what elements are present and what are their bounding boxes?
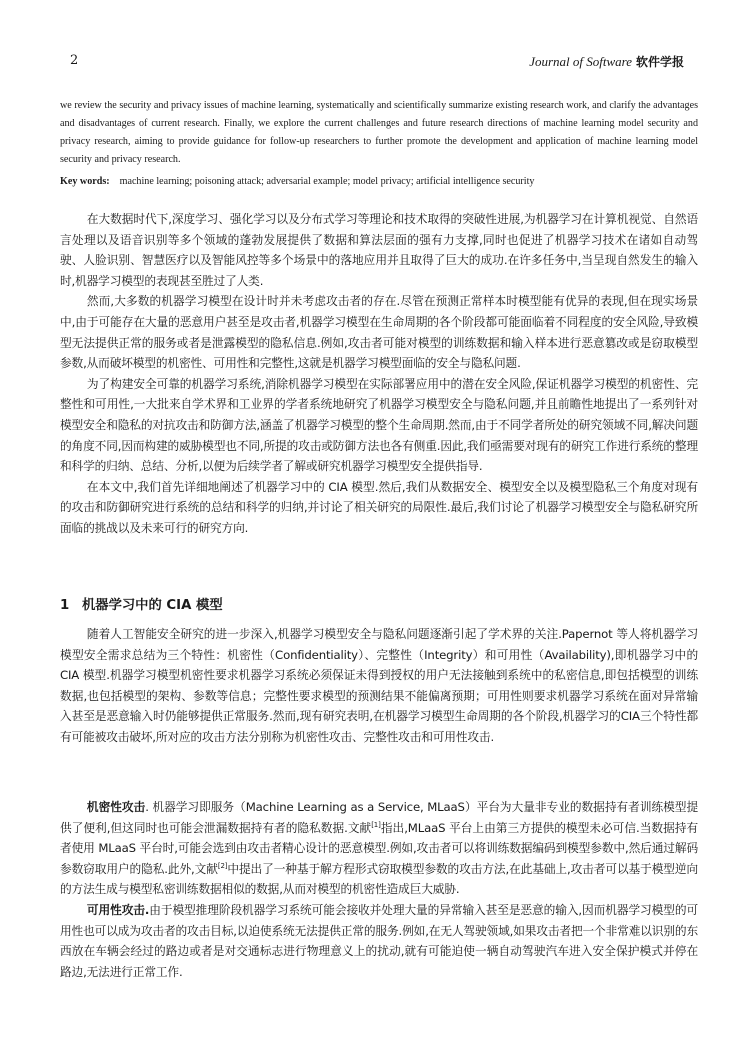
introduction <box>60 209 698 539</box>
intro-paragraph-4: 在本文中,我们首先详细地阐述了机器学习中的 CIA 模型.然后,我们从数据安全、模型安全以及模型隐私三个角度对现有的攻击和防御研究进行系统的总结和科学的归纳,并讨论了相关研究的局限性.最后,我们讨论了机器学习模型安全与隐私研究所面临的挑战以及未来可行的研究方向. <box>60 479 698 535</box>
keywords-line <box>60 173 698 191</box>
confidentiality-attack-section <box>60 797 698 900</box>
availability-paragraph <box>60 900 698 982</box>
keywords-label: Key words: <box>60 176 110 187</box>
journal-title-en: Journal of Software <box>529 54 632 69</box>
intro-paragraph-1: 在大数据时代下,深度学习、强化学习以及分布式学习等理论和技术取得的突破性进展,为机器学习在计算机视觉、自然语言处理以及语音识别等多个领域的蓬勃发展提供了数据和算法层面的强有力支撑,同时也促进了机器学习技术在诸如自动驾驶、人脸识别、智慧医疗以及智能风控等多个场景中的落地应用并且取得了巨大的成功.在许多任务中,当呈现自然发生的输入时,机器学习模型的表现甚至胜过了人类. <box>60 212 698 288</box>
availability-term: 可用性攻击. <box>86 903 150 917</box>
page-number: 2 <box>70 53 79 68</box>
intro-paragraph-3: 为了构建安全可靠的机器学习系统,消除机器学习模型在实际部署应用中的潜在安全风险,保证机器学习模型的机密性、完整性和可用性,一大批来自学术界和工业界的学者系统地研究了机器学习模型安全与隐私问题,并且前瞻性地提出了一系列针对模型安全和隐私的对抗攻击和防御方法,涵盖了机器学习模型的整个生命周期.然而,由于不同学者所处的研究领域不同,解决问题的角度不同,因而构建的威胁模型也不同,所提的攻击或防御方法也各有侧重.因此,我们亟需要对现有的研究工作进行系统的整理和科学的归纳、总结、分析,以便为后续学者了解或研究机器学习模型安全提供指导. <box>60 376 698 474</box>
availability-attack-section <box>60 900 698 982</box>
confidentiality-term: 机密性攻击 <box>86 800 146 814</box>
availability-text: 由于模型推理阶段机器学习系统可能会接收并处理大量的异常输入甚至是恶意的输入,因而机器学习模型的可用性也可以成为攻击者的攻击目标,以迫使系统无法提供正常的服务.例如,在无人驾驶领域,如果攻击者把一个非常难以识别的东西放在车辆会经过的路边或者是对交通标志进行物理意义上的扰动,就有可能迫使一辆自动驾驶汽车进入安全保护模式并停在路边,无法进行正常工作. <box>60 903 698 979</box>
abstract-text: we review the security and privacy issues of machine learning, systematically and scientifically summarize existing research work, and clarify the advantages and disadvantages of current research. Finally, we explore the current challenges and future research directions of machine learning model security and privacy research, aiming to provide guidance for follow-up researchers to further promote the development and application of machine learning model security and privacy research. <box>60 100 698 165</box>
section-heading <box>60 594 223 613</box>
page-header <box>70 53 684 73</box>
confidentiality-paragraph <box>60 797 698 900</box>
confidentiality-text-c: 中提出了一种基于解方程形式窃取模型参数的攻击方法,在此基础上,攻击者可以基于模型逆向的方法生成与模型私密训练数据相似的数据,从而对模型的机密性造成巨大威胁. <box>60 861 698 897</box>
reference-1[interactable]: [1] <box>371 820 381 829</box>
journal-title-cn: 软件学报 <box>635 55 684 69</box>
journal-title <box>529 53 684 70</box>
section-number: 1 <box>60 598 70 613</box>
confidentiality-text-b: 指出,MLaaS 平台上由第三方提供的模型未必可信.当数据持有者使用 MLaaS 平台时,可能会选到由攻击者精心设计的恶意模型.例如,攻击者可以将训练数据编码到模型参数中,然后通过解码参数窃取用户的隐私.此外,文献 <box>60 820 698 876</box>
confidentiality-text-a: . 机器学习即服务（Machine Learning as a Service, MLaaS）平台为大量非专业的数据持有者训练模型提供了便利,但这同时也可能会泄漏数据持有者的隐私数据.文献 <box>60 800 698 835</box>
section-title: 机器学习中的 CIA 模型 <box>82 598 223 613</box>
section-1-intro <box>60 624 698 748</box>
reference-2[interactable]: [2] <box>217 861 228 870</box>
section-1-paragraph: 随着人工智能安全研究的进一步深入,机器学习模型安全与隐私问题逐渐引起了学术界的关注.Papernot 等人将机器学习模型安全需求总结为三个特性：机密性（Confidentiality）、完整性（Integrity）和可用性（Availability),即机器学习中的 CIA 模型.机器学习模型机密性要求机器学习系统必须保证未得到授权的用户无法接触到系统中的私密信息,即包括模型的训练数据,也包括模型的架构、参数等信息；完整性要求模型的预测结果不能偏离预期；可用性则要求机器学习系统在面对异常输入甚至是恶意输入时仍能够提供正常服务.然而,现有研究表明,在机器学习模型生命周期的各个阶段,机器学习的CIA三个特性都有可能被攻击破坏,所对应的攻击方法分别称为机密性攻击、完整性攻击和可用性攻击. <box>60 627 698 744</box>
keywords-list: machine learning; poisoning attack; adversarial example; model privacy; artificial intelligence security <box>119 176 535 187</box>
intro-paragraph-2: 然而,大多数的机器学习模型在设计时并未考虑攻击者的存在.尽管在预测正常样本时模型能有优异的表现,但在现实场景中,由于可能存在大量的恶意用户甚至是攻击者,机器学习模型在生命周期的各个阶段都可能面临着不同程度的安全风险,导致模型无法提供正常的服务或者是泄露模型的隐私信息.例如,攻击者可能对模型的训练数据和输入样本进行恶意篡改或是窃取模型参数,从而破坏模型的机密性、可用性和完整性,这就是机器学习模型面临的安全与隐私问题. <box>60 294 698 371</box>
